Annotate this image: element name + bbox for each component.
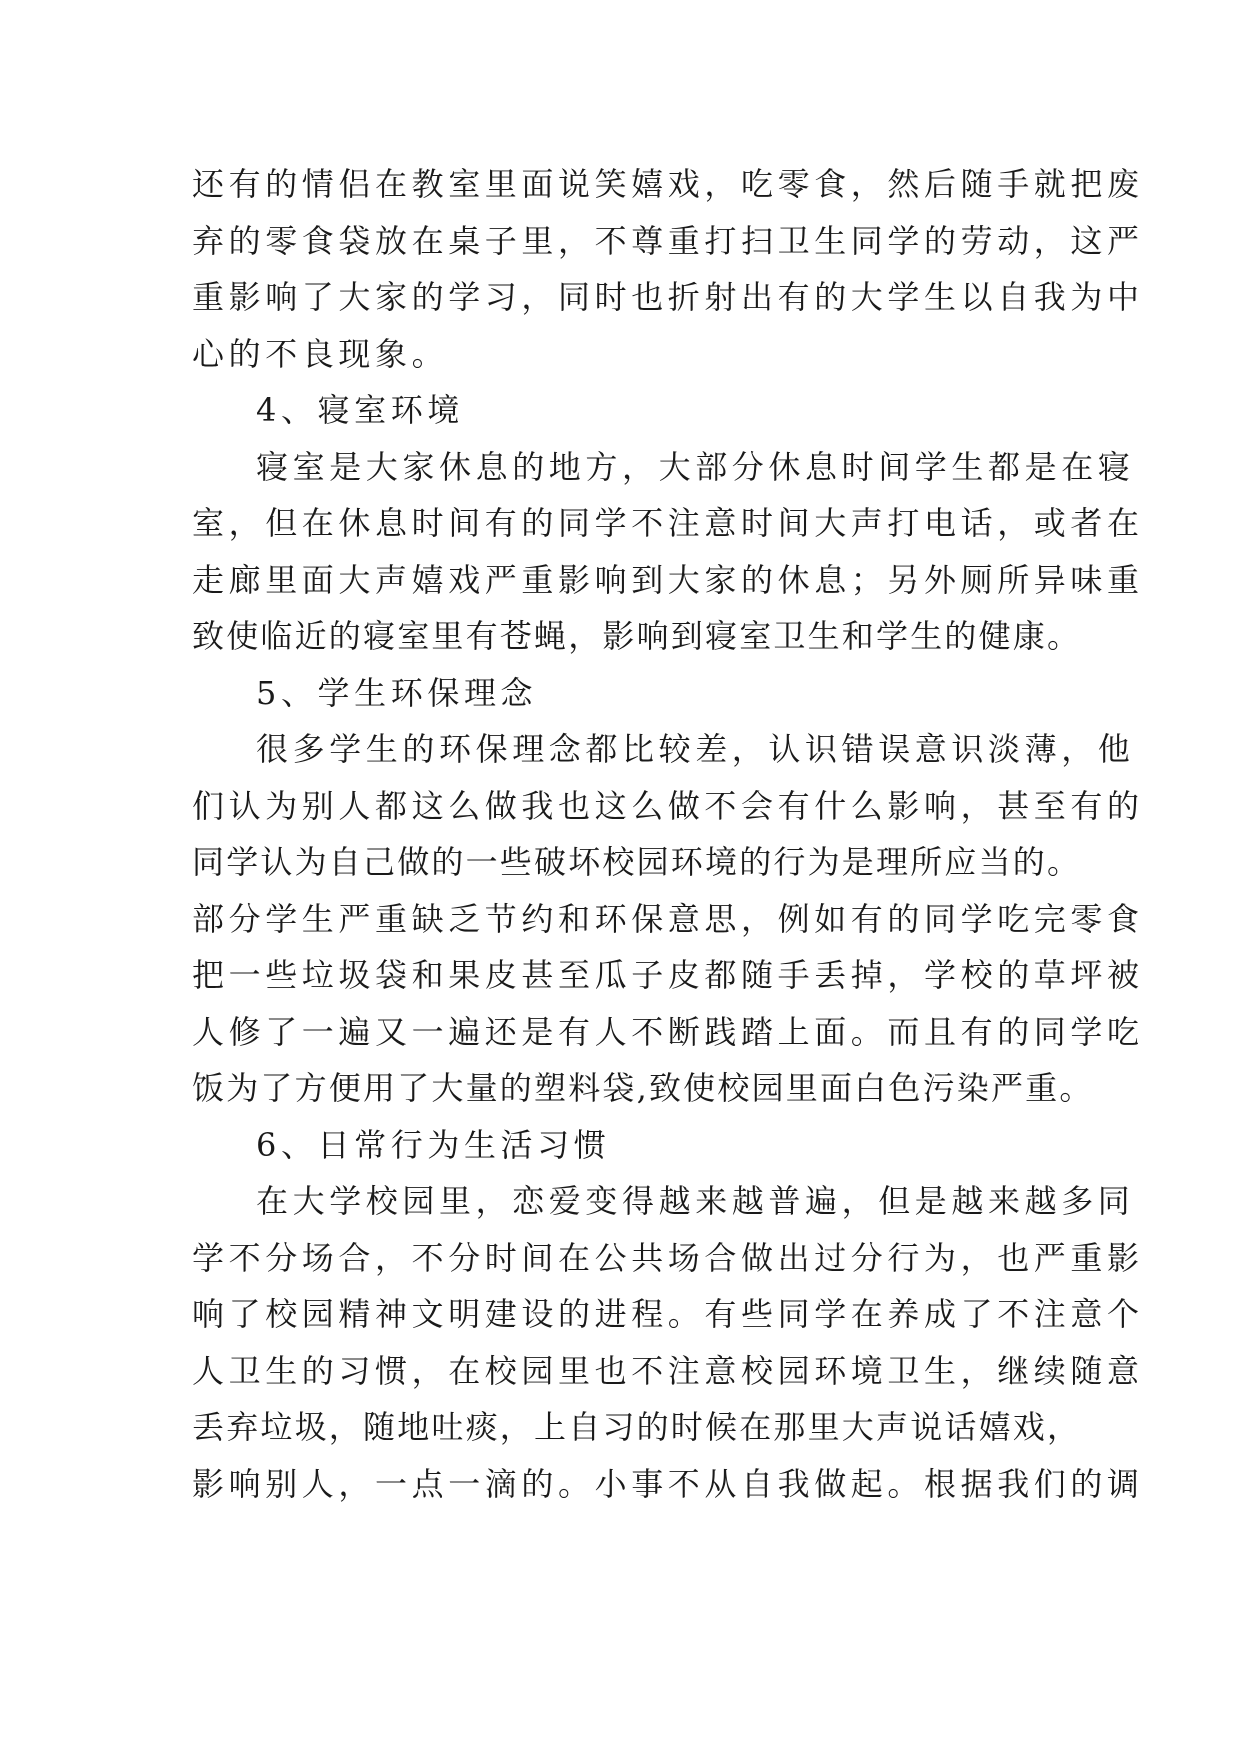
text-line: 室，但在休息时间有的同学不注意时间大声打电话，或者在 <box>192 504 1144 542</box>
text-line: 寝室是大家休息的地方，大部分休息时间学生都是在寝 <box>256 447 1135 486</box>
text-line: 丢弃垃圾，随地吐痰，上自习的时候在那里大声说话嬉戏， <box>192 1408 1082 1446</box>
text-line: 影响别人，一点一滴的。小事不从自我做起。根据我们的调 <box>192 1464 1144 1503</box>
text-line: 致使临近的寝室里有苍蝇，影响到寝室卫生和学生的健康。 <box>192 617 1082 655</box>
section-heading: 5、学生环保理念 <box>256 673 538 712</box>
section-heading: 4、寝室环境 <box>256 391 464 429</box>
text-line: 们认为别人都这么做我也这么做不会有什么影响，甚至有的 <box>192 786 1144 825</box>
text-line: 部分学生严重缺乏节约和环保意思，例如有的同学吃完零食 <box>192 899 1144 938</box>
text-line: 响了校园精神文明建设的进程。有些同学在养成了不注意个 <box>192 1295 1144 1333</box>
text-line: 心的不良现象。 <box>192 334 449 373</box>
text-line: 把一些垃圾袋和果皮甚至瓜子皮都随手丢掉，学校的草坪被 <box>192 956 1144 994</box>
text-line: 学不分场合，不分时间在公共场合做出过分行为，也严重影 <box>192 1238 1144 1277</box>
text-line: 在大学校园里，恋爱变得越来越普遍，但是越来越多同 <box>256 1182 1135 1220</box>
text-line: 还有的情侣在教室里面说笑嬉戏，吃零食，然后随手就把废 <box>192 165 1144 203</box>
section-heading: 6、日常行为生活习惯 <box>256 1125 611 1164</box>
text-line: 弃的零食袋放在桌子里，不尊重打扫卫生同学的劳动，这严 <box>192 221 1144 260</box>
body-text <box>192 156 1144 1512</box>
text-line: 走廊里面大声嬉戏严重影响到大家的休息；另外厕所异味重 <box>192 560 1144 599</box>
text-line: 人卫生的习惯，在校园里也不注意校园环境卫生，继续随意 <box>192 1351 1144 1390</box>
text-line: 同学认为自己做的一些破坏校园环境的行为是理所应当的。 <box>192 843 1082 881</box>
text-line: 很多学生的环保理念都比较差，认识错误意识淡薄，他 <box>256 730 1135 768</box>
text-line: 重影响了大家的学习，同时也折射出有的大学生以自我为中 <box>192 278 1144 316</box>
text-line: 饭为了方便用了大量的塑料袋,致使校园里面白色污染严重。 <box>192 1069 1094 1107</box>
text-line: 人修了一遍又一遍还是有人不断践踏上面。而且有的同学吃 <box>192 1012 1144 1051</box>
